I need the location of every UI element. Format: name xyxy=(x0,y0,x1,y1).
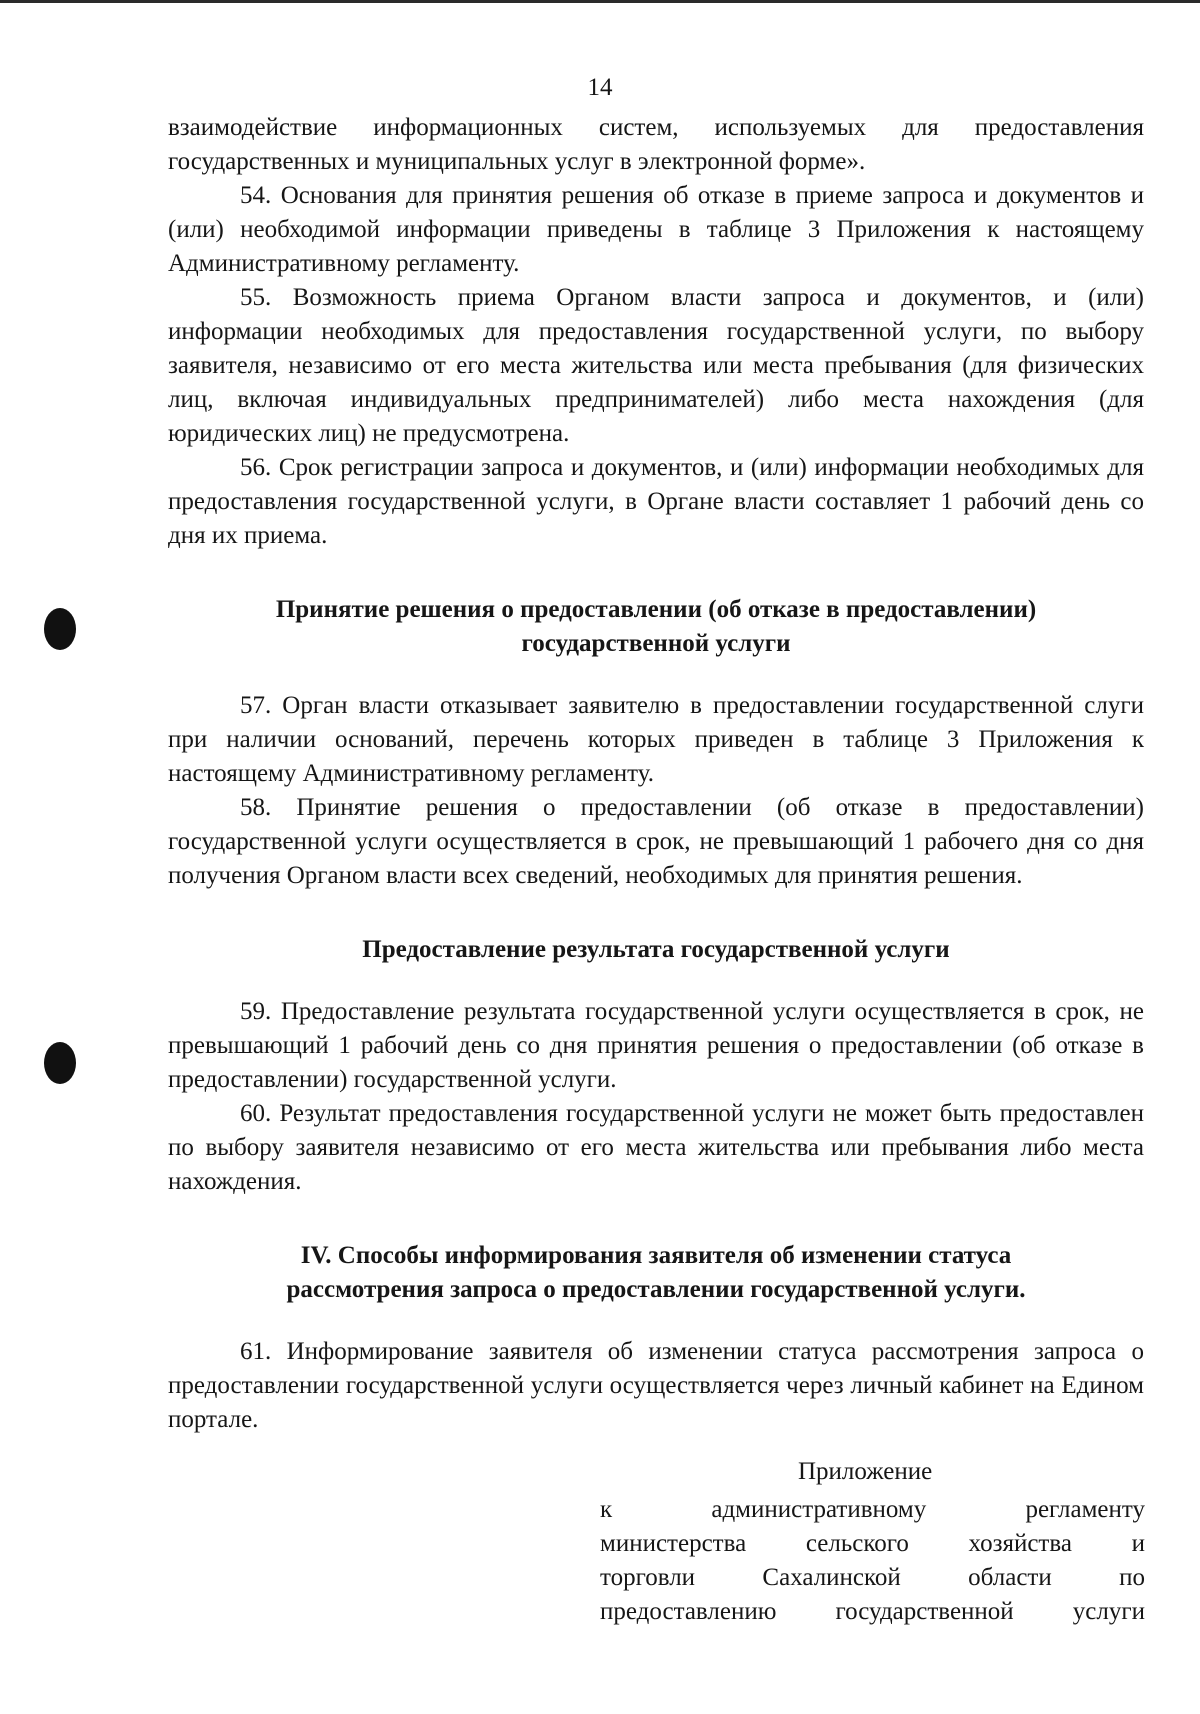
heading-line: IV. Способы информирования заявителя об изменении статуса xyxy=(300,1242,1012,1269)
appendix-line: предоставлению государственной услуги xyxy=(600,1598,1145,1625)
heading-line: Предоставление результата государственной услуги xyxy=(362,936,950,963)
section-decision-paragraphs xyxy=(168,689,1144,893)
section-heading-decision xyxy=(168,593,1144,661)
document-body xyxy=(168,111,1144,1437)
appendix-block xyxy=(600,1455,1145,1629)
heading-line: рассмотрения запроса о предоставлении государственной услуги. xyxy=(286,1276,1026,1303)
paragraph-55: 55. Возможность приема Органом власти запроса и документов, и (или) информации необходимых для предоставления государственной услуги, по выбору заявителя, независимо от его места жительства или места пребывания (для физических лиц, включая индивидуальных предпринимателей) либо места нахождения (для юридических лиц) не предусмотрена. xyxy=(168,284,1144,447)
appendix-title: Приложение xyxy=(798,1458,933,1485)
paragraph-56: 56. Срок регистрации запроса и документов, и (или) информации необходимых для предоставления государственной услуги, в Органе власти составляет 1 рабочий день со дня их приема. xyxy=(168,454,1144,549)
paragraph-54: 54. Основания для принятия решения об отказе в приеме запроса и документов и (или) необходимой информации приведены в таблице 3 Приложения к настоящему Административному регламенту. xyxy=(168,182,1144,277)
page-number: 14 xyxy=(587,74,613,101)
appendix-line: к административному регламенту xyxy=(600,1496,1145,1523)
punch-hole-mark xyxy=(44,608,76,650)
section-heading-iv xyxy=(168,1239,1144,1307)
paragraph-58: 58. Принятие решения о предоставлении (об отказе в предоставлении) государственной услуги осуществляется в срок, не превышающий 1 рабочего дня со дня получения Органом власти всех сведений, необходимых для принятия решения. xyxy=(168,794,1144,889)
appendix-line: министерства сельского хозяйства и xyxy=(600,1530,1145,1557)
section-result-paragraphs xyxy=(168,995,1144,1199)
scan-top-edge xyxy=(0,0,1200,3)
paragraph-60: 60. Результат предоставления государственной услуги не может быть предоставлен по выбору заявителя независимо от его места жительства или пребывания либо места нахождения. xyxy=(168,1100,1144,1195)
heading-line: Принятие решения о предоставлении (об отказе в предоставлении) xyxy=(275,596,1037,623)
paragraph-61: 61. Информирование заявителя об изменении статуса рассмотрения запроса о предоставлении государственной услуги осуществляется через личный кабинет на Едином портале. xyxy=(168,1338,1144,1433)
section-heading-result xyxy=(168,933,1144,967)
heading-line: государственной услуги xyxy=(521,630,791,657)
paragraph-continuation: взаимодействие информационных систем, используемых для предоставления государственных и муниципальных услуг в электронной форме». xyxy=(168,114,1144,175)
paragraph-57: 57. Орган власти отказывает заявителю в предоставлении государственной слуги при наличии оснований, перечень которых приведен в таблице 3 Приложения к настоящему Административному регламенту. xyxy=(168,692,1144,787)
section-iv-paragraphs xyxy=(168,1335,1144,1437)
top-paragraphs xyxy=(168,111,1144,553)
punch-hole-mark xyxy=(44,1042,76,1084)
paragraph-59: 59. Предоставление результата государственной услуги осуществляется в срок, не превышающий 1 рабочий день со дня принятия решения о предоставлении (об отказе в предоставлении) государственной услуги. xyxy=(168,998,1144,1093)
appendix-line: торговли Сахалинской области по xyxy=(600,1564,1145,1591)
